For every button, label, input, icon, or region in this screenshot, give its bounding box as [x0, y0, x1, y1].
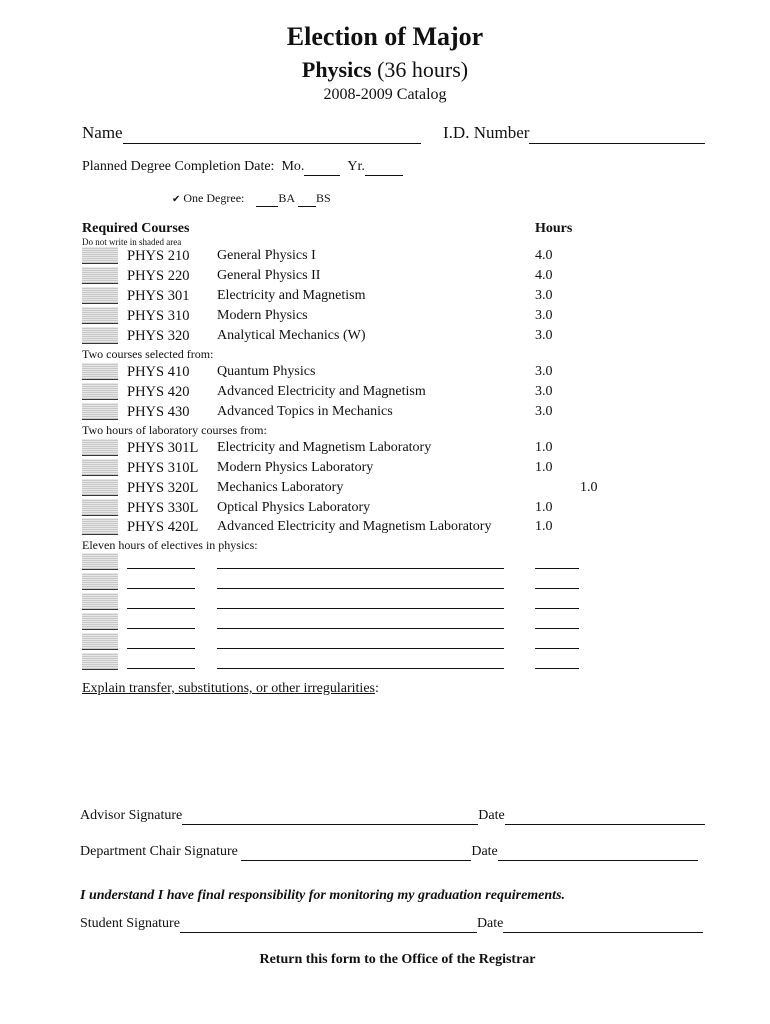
name-row [82, 123, 421, 144]
elective-hours-field[interactable] [535, 588, 579, 589]
elective-hours-field[interactable] [535, 628, 579, 629]
course-hours: 3.0 [535, 288, 553, 303]
shaded-box [82, 499, 118, 516]
explain-label: Explain transfer, substitutions, or other irregularities [82, 681, 375, 696]
course-code: PHYS 320L [127, 480, 199, 496]
course-code: PHYS 320 [127, 328, 190, 344]
ba-field[interactable] [256, 191, 278, 207]
name-field[interactable] [123, 123, 421, 144]
shaded-box [82, 327, 118, 344]
course-code: PHYS 220 [127, 268, 190, 284]
ba-label: BA [278, 191, 296, 205]
shaded-box [82, 633, 118, 650]
advisor-date-label: Date [478, 808, 505, 823]
elective-code-field[interactable] [127, 648, 195, 649]
form-title: Election of Major [286, 22, 484, 51]
shaded-box [82, 518, 118, 535]
course-title: Modern Physics Laboratory [217, 460, 374, 475]
student-signature-row [80, 916, 703, 933]
course-title: Advanced Electricity and Magnetism Laboratory [217, 519, 492, 534]
course-code: PHYS 420L [127, 519, 199, 535]
shaded-box [82, 307, 118, 324]
chair-date-field[interactable] [498, 844, 698, 861]
course-code: PHYS 310 [127, 308, 190, 324]
course-hours: 3.0 [535, 384, 553, 399]
student-signature-label: Student Signature [80, 916, 180, 931]
course-hours: 1.0 [580, 480, 598, 495]
elective-hours-field[interactable] [535, 648, 579, 649]
shaded-box [82, 613, 118, 630]
course-title: Electricity and Magnetism Laboratory [217, 440, 432, 455]
return-instructions: Return this form to the Office of the Registrar [259, 952, 536, 967]
course-hours: 1.0 [535, 460, 553, 475]
shaded-box [82, 247, 118, 264]
course-title: Modern Physics [217, 308, 308, 323]
completion-date-row [82, 159, 403, 176]
course-hours: 1.0 [535, 440, 553, 455]
course-title: General Physics II [217, 268, 321, 283]
elective-code-field[interactable] [127, 668, 195, 669]
explain-colon: : [374, 681, 379, 696]
shaded-area-note: Do not write in shaded area [82, 237, 182, 247]
name-label: Name [82, 123, 123, 142]
course-title: Advanced Topics in Mechanics [217, 404, 393, 419]
elective-title-field[interactable] [217, 608, 504, 609]
course-title: General Physics I [217, 248, 316, 263]
shaded-box [82, 267, 118, 284]
advisor-date-field[interactable] [505, 808, 705, 825]
course-hours: 1.0 [535, 500, 553, 515]
elective-title-field[interactable] [217, 668, 504, 669]
advisor-signature-field[interactable] [182, 808, 478, 825]
major-name: Physics [301, 57, 372, 82]
elective-title-field[interactable] [217, 648, 504, 649]
course-hours: 1.0 [535, 519, 553, 534]
course-title: Electricity and Magnetism [217, 288, 366, 303]
course-code: PHYS 310L [127, 460, 199, 476]
hours-heading: Hours [535, 221, 573, 236]
chair-date-label: Date [471, 844, 498, 859]
elective-code-field[interactable] [127, 608, 195, 609]
course-hours: 4.0 [535, 248, 553, 263]
course-title: Mechanics Laboratory [217, 480, 344, 495]
elective-title-field[interactable] [217, 568, 504, 569]
shaded-box [82, 459, 118, 476]
student-signature-field[interactable] [180, 916, 477, 933]
completion-date-label: Planned Degree Completion Date: [82, 159, 275, 174]
elective-hours-field[interactable] [535, 568, 579, 569]
course-title: Quantum Physics [217, 364, 316, 379]
id-label: I.D. Number [443, 123, 530, 142]
explain-row [82, 681, 379, 697]
course-hours: 3.0 [535, 364, 553, 379]
catalog-year: 2008-2009 Catalog [323, 86, 447, 103]
section-heading: Eleven hours of electives in physics: [82, 538, 258, 552]
course-title: Analytical Mechanics (W) [217, 328, 366, 343]
course-code: PHYS 420 [127, 384, 190, 400]
shaded-box [82, 573, 118, 590]
explain-textarea[interactable] [82, 702, 702, 797]
course-hours: 4.0 [535, 268, 553, 283]
course-hours: 3.0 [535, 328, 553, 343]
course-code: PHYS 330L [127, 500, 199, 516]
elective-code-field[interactable] [127, 588, 195, 589]
id-number-field[interactable] [529, 123, 705, 144]
elective-code-field[interactable] [127, 568, 195, 569]
month-label: Mo. [281, 159, 305, 174]
course-title: Advanced Electricity and Magnetism [217, 384, 426, 399]
bs-label: BS [316, 191, 331, 205]
course-hours: 3.0 [535, 404, 553, 419]
course-code: PHYS 210 [127, 248, 190, 264]
required-courses-heading: Required Courses [82, 221, 190, 236]
one-degree-label: One Degree: [183, 191, 245, 205]
elective-title-field[interactable] [217, 628, 504, 629]
section-heading: Two courses selected from: [82, 347, 214, 361]
chair-signature-label: Department Chair Signature [80, 844, 238, 859]
section-heading: Two hours of laboratory courses from: [82, 423, 267, 437]
shaded-box [82, 287, 118, 304]
advisor-signature-row [80, 808, 705, 825]
course-code: PHYS 301 [127, 288, 190, 304]
student-date-label: Date [476, 916, 504, 931]
shaded-box [82, 439, 118, 456]
year-field[interactable] [365, 159, 403, 176]
course-hours: 3.0 [535, 308, 553, 323]
one-degree-row [172, 191, 331, 207]
form-subtitle [0, 57, 770, 83]
elective-code-field[interactable] [127, 628, 195, 629]
chair-signature-row [80, 844, 698, 861]
shaded-box [82, 363, 118, 380]
id-row [443, 123, 705, 144]
shaded-box [82, 479, 118, 496]
course-code: PHYS 410 [127, 364, 190, 380]
major-hours: (36 hours) [377, 57, 469, 82]
check-icon: ✔ [172, 194, 181, 205]
shaded-box [82, 553, 118, 570]
month-field[interactable] [304, 159, 340, 176]
shaded-box [82, 653, 118, 670]
course-title: Optical Physics Laboratory [217, 500, 371, 515]
shaded-box [82, 383, 118, 400]
shaded-box [82, 403, 118, 420]
course-code: PHYS 301L [127, 440, 199, 456]
elective-hours-field[interactable] [535, 608, 579, 609]
student-date-field[interactable] [503, 916, 703, 933]
shaded-box [82, 593, 118, 610]
chair-signature-field[interactable] [241, 844, 471, 861]
elective-hours-field[interactable] [535, 668, 579, 669]
bs-field[interactable] [298, 191, 316, 207]
year-label: Yr. [347, 159, 365, 174]
elective-title-field[interactable] [217, 588, 504, 589]
course-code: PHYS 430 [127, 404, 190, 420]
advisor-signature-label: Advisor Signature [80, 808, 183, 823]
responsibility-statement: I understand I have final responsibility for monitoring my graduation requirements. [80, 888, 566, 903]
